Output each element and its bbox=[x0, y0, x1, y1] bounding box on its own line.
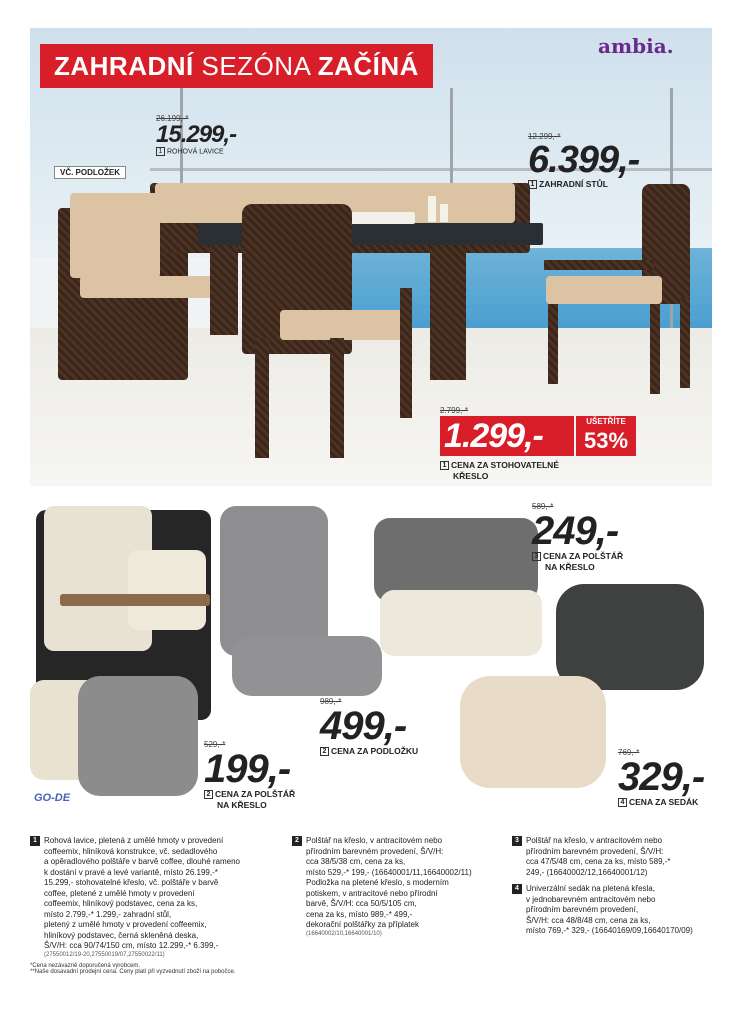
footnote: **Naše dosavadní prodejní cena. Ceny platí při vyzvednutí zboží na pobočce. bbox=[30, 968, 236, 975]
cushion-tag: VČ. PODLOŽEK bbox=[54, 166, 126, 179]
price-block-corner-bench bbox=[156, 114, 236, 156]
price-label-block bbox=[440, 460, 559, 482]
old-price: 769,-* bbox=[618, 748, 640, 757]
description-text bbox=[306, 836, 472, 931]
description-line: coffeemix, hliníkový podstavec, cena za ks, bbox=[44, 899, 198, 908]
old-price: 2.799,-* bbox=[440, 406, 469, 415]
description-line: pletený z umělé hmoty v provedení coffeemix, bbox=[44, 920, 207, 929]
chair-cushion bbox=[280, 310, 410, 340]
grey-cushion bbox=[78, 676, 198, 796]
price-block-seat-cushion bbox=[618, 748, 704, 807]
description-line: 249,- (16640002/12,16640001/12) bbox=[526, 867, 648, 877]
headline-banner bbox=[40, 44, 433, 88]
details-col-3 bbox=[512, 836, 722, 937]
chair-leg bbox=[680, 298, 690, 388]
description-text bbox=[526, 884, 693, 937]
bench-cushion bbox=[70, 193, 160, 278]
details-col-1 bbox=[30, 836, 280, 975]
go-de-logo: GO-DE bbox=[34, 792, 71, 804]
chair-leg bbox=[330, 338, 344, 458]
description-line: coffeemix, hliníková konstrukce, vč. sedadlového bbox=[44, 846, 218, 856]
description-line: hliníkový podstavec, černá skleněná deska, bbox=[44, 930, 199, 940]
description-line: přírodním barevném provedení, Š/V/H: bbox=[306, 846, 444, 856]
description-line: Polštář na křeslo, v antracitovém nebo bbox=[526, 836, 663, 845]
price-label: CENA ZA POLŠTÁŘ bbox=[215, 789, 296, 799]
footnote: *Cena nezávazně doporučená výrobcem. bbox=[30, 962, 141, 969]
price-label: ROHOVÁ LAVICE bbox=[167, 148, 224, 156]
description-line: coffee, pletené z umělé hmoty v provedení bbox=[44, 888, 195, 898]
decor-cushion bbox=[128, 550, 206, 630]
price-label: ZAHRADNÍ STŮL bbox=[539, 179, 608, 189]
description-line: k dostání v pravé a levé variantě, místo 26.199,-* bbox=[44, 867, 218, 877]
candle bbox=[440, 204, 448, 222]
description-line: Š/V/H: cca 48/8/48 cm, cena za ks, bbox=[526, 915, 651, 925]
item-number: 4 bbox=[618, 798, 627, 807]
price-block-stackable-chair bbox=[440, 406, 468, 415]
price-label: CENA ZA SEDÁK bbox=[629, 797, 699, 807]
chair-leg bbox=[255, 338, 269, 458]
price-label: NA KŘESLO bbox=[545, 562, 595, 572]
description-line: Š/V/H: cca 90/74/150 cm, místo 12.299,-* 6.399,- bbox=[44, 941, 219, 950]
description-line: v jednobarevném antracitovém nebo bbox=[526, 894, 656, 904]
old-price: 529,-* bbox=[204, 740, 226, 749]
price-label: CENA ZA PODLOŽKU bbox=[331, 746, 419, 756]
description-line: místo 529,-* 199,- (16640001/11,16640002/11) bbox=[306, 867, 472, 877]
item-number: 4 bbox=[512, 884, 522, 894]
seat-pad-back bbox=[220, 506, 328, 656]
description-line: 15.299,- stohovatelné křeslo, vč. polštáře v barvě bbox=[44, 878, 219, 887]
description-line: místo 769,-* 329,- (16640169/09,16640170/09) bbox=[526, 926, 693, 935]
product-codes: (27550012/19-20,27550019/07,27550022/11) bbox=[44, 951, 165, 958]
description-line: Univerzální sedák na pletená křesla, bbox=[526, 884, 655, 893]
price: 15.299,- bbox=[156, 121, 237, 148]
description-line: a opěradlového polštáře v barvě coffee, dlouhé rameno bbox=[44, 857, 240, 866]
old-price: 26.199,-* bbox=[156, 114, 189, 123]
description-line: cca 47/5/48 cm, cena za ks, místo 589,-* bbox=[526, 857, 671, 866]
price: 6.399,- bbox=[528, 139, 640, 181]
item-number: 3 bbox=[532, 552, 541, 561]
garden-chair-arm bbox=[544, 260, 654, 270]
headline-word: ZAHRADNÍ bbox=[54, 51, 194, 81]
item-number: 1 bbox=[156, 147, 165, 156]
description-line: přírodním barevném provedení, Š/V/H: bbox=[526, 846, 664, 856]
item-number: 2 bbox=[320, 747, 329, 756]
price-block-garden-table bbox=[528, 132, 639, 189]
chair-leg bbox=[400, 288, 412, 418]
ambia-logo: ambia. bbox=[598, 34, 674, 58]
price-label: CENA ZA STOHOVATELNÉ bbox=[451, 460, 559, 470]
seat-pad-seat bbox=[232, 636, 382, 696]
price: 329,- bbox=[618, 755, 705, 799]
description-line: barvě, Š/V/H: cca 50/5/105 cm, bbox=[306, 899, 417, 908]
description-line: Rohová lavice, pletená z umělé hmoty v provedení bbox=[44, 836, 224, 845]
description-line: místo 2.799,-* 1.299,- zahradní stůl, bbox=[44, 909, 172, 919]
details-col-2 bbox=[292, 836, 502, 937]
anthracite-seat-cushion bbox=[556, 584, 704, 690]
price-block-seat-pad bbox=[320, 697, 418, 756]
description-line: Polštář na křeslo, v antracitovém nebo bbox=[306, 836, 443, 845]
description-text bbox=[526, 836, 671, 878]
price-label: NA KŘESLO bbox=[217, 800, 267, 810]
price-block-chair-cushion bbox=[204, 740, 295, 811]
price: 199,- bbox=[204, 747, 291, 791]
chair-leg bbox=[650, 304, 660, 394]
price: 249,- bbox=[532, 509, 619, 553]
table-leg bbox=[430, 245, 466, 380]
old-price: 12.299,-* bbox=[528, 132, 561, 141]
natural-chair-cushion bbox=[380, 590, 542, 656]
promo-price: 1.299,- bbox=[440, 416, 574, 456]
item-number: 1 bbox=[440, 461, 449, 470]
price-label: CENA ZA POLŠTÁŘ bbox=[543, 551, 624, 561]
chair-leg bbox=[548, 304, 558, 384]
price-block-chair-cushion-2 bbox=[532, 502, 623, 573]
description-line: cca 38/5/38 cm, cena za ks, bbox=[306, 857, 406, 866]
item-number: 3 bbox=[512, 836, 522, 846]
price-label: KŘESLO bbox=[453, 471, 489, 481]
candle bbox=[428, 196, 436, 222]
price: 499,- bbox=[320, 704, 407, 748]
natural-seat-cushion bbox=[460, 676, 606, 788]
old-price: 589,-* bbox=[532, 502, 554, 511]
description-line: potiskem, v antracitové nebo přírodní bbox=[306, 888, 438, 898]
description-line: přírodním barevném provedení, bbox=[526, 905, 639, 914]
garden-chair-cushion bbox=[546, 276, 662, 304]
item-number: 1 bbox=[528, 180, 537, 189]
item-number: 2 bbox=[204, 790, 213, 799]
item-number: 1 bbox=[30, 836, 40, 846]
savings-label: UŠETŘÍTE bbox=[586, 417, 626, 426]
headline-word: ZAČÍNÁ bbox=[317, 51, 419, 81]
savings-percent: 53% bbox=[583, 428, 629, 453]
product-codes: (16640002/10,16640001/10) bbox=[306, 930, 382, 937]
table-leg bbox=[210, 245, 238, 335]
description-line: cena za ks, místo 989,-* 499,- bbox=[306, 909, 413, 919]
description-line: Podložka na pletené křeslo, s moderním bbox=[306, 878, 449, 887]
description-line: dekorační polštářky za příplatek bbox=[306, 920, 419, 929]
old-price: 989,-* bbox=[320, 697, 342, 706]
savings-badge bbox=[576, 416, 636, 456]
item-number: 2 bbox=[292, 836, 302, 846]
bench-seat-cushion bbox=[80, 276, 220, 298]
headline-word: SEZÓNA bbox=[201, 51, 310, 81]
wooden-armrest bbox=[60, 594, 210, 606]
description-text bbox=[44, 836, 240, 952]
